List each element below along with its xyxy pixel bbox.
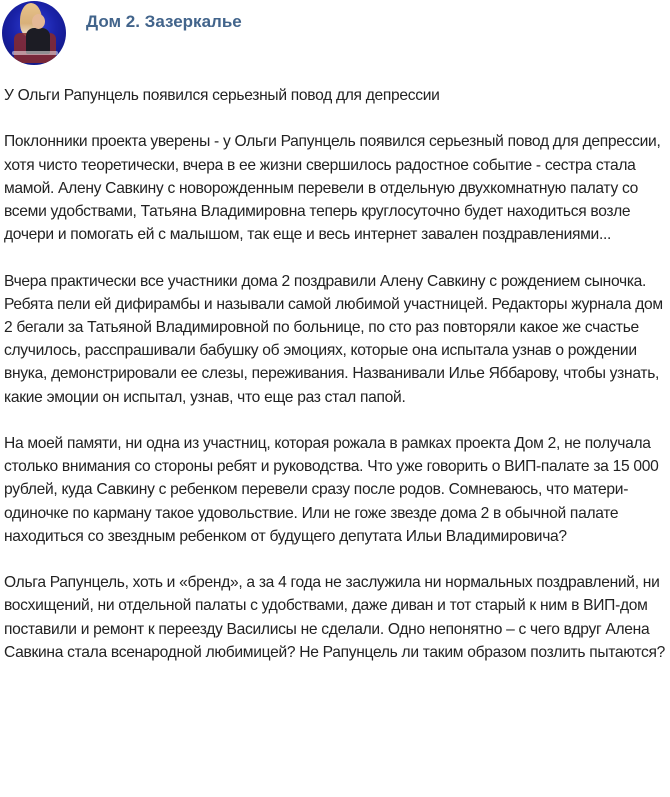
- post-title: У Ольги Рапунцель появился серьезный повод для депрессии: [4, 87, 440, 104]
- post-paragraph-4: Ольга Рапунцель, хоть и «бренд», а за 4 года не заслужила ни нормальных поздравлений, ни восхищений, ни отдельной палаты с удобствами, даже диван и тот старый к ним в ВИП-дом поставили и ремонт к переезду Василисы не сделали. Одно непонятно – с чего вдруг Алена Савкина стала всенародной любимицей? Не Рапунцель ли таким образом позлить пытаются?: [4, 574, 666, 661]
- post-paragraph-2: Вчера практически все участники дома 2 поздравили Алену Савкину с рождением сыночка. Ребята пели ей дифирамбы и называли самой любимой участницей. Редакторы журнала дом 2 бегали за Татьяной Владимировной по больнице, по сто раз повторяли какое же счастье случилось, расспрашивали бабушку об эмоциях, которые она испытала узнав о рождении внука, демонстрировали ее слезы, переживания. Названивали Илье Яббарову, чтобы узнать, какие эмоции он испытал, узнав, что еще раз стал папой.: [4, 272, 663, 406]
- avatar-caption: [12, 51, 58, 55]
- group-name-link[interactable]: Дом 2. Зазеркалье: [86, 12, 242, 31]
- post-paragraph-3: На моей памяти, ни одна из участниц, которая рожала в рамках проекта Дом 2, не получала столько внимания со стороны ребят и руководства. Что уже говорить о ВИП-палате за 15 000 рублей, куда Савкину с ребенком перевели сразу после родов. Сомневаюсь, что матери-одиночке по карману такое удовольствие. Или не гоже звезде дома 2 в обычной палате находиться со звездным ребенком от будущего депутата Ильи Владимировича?: [4, 435, 659, 545]
- avatar-figure-man-head: [32, 14, 45, 29]
- group-avatar[interactable]: [2, 1, 66, 65]
- post-header: [0, 0, 670, 70]
- post-content: [4, 84, 666, 687]
- post-paragraph-1: Поклонники проекта уверены - у Ольги Рапунцель появился серьезный повод для депрессии, хотя чисто теоретически, вчера в ее жизни свершилось радостное событие - сестра стала мамой. Алену Савкину с новорожденным перевели в отдельную двухкомнатную палату со всеми удобствами, Татьяна Владимировна теперь круглосуточно будет находиться возле дочери и помогать ей с малышом, так еще и весь интернет завален поздравлениями...: [4, 133, 661, 244]
